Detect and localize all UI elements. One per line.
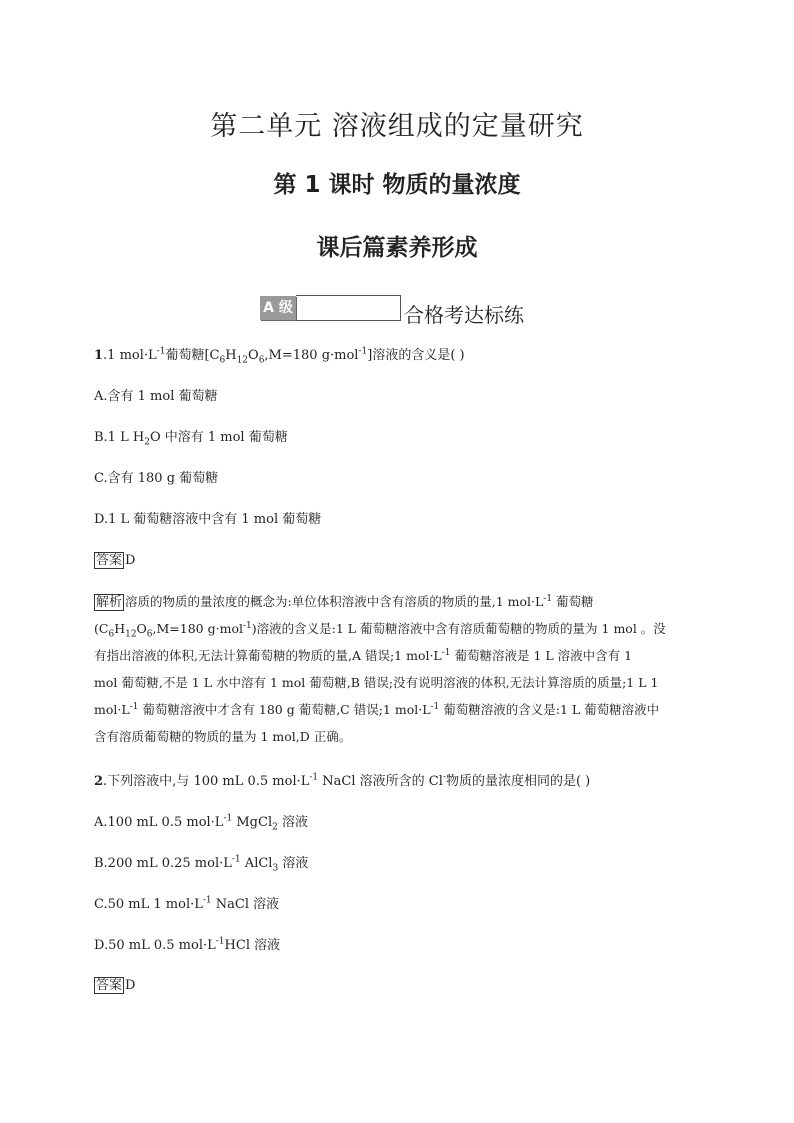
stem-text: H	[225, 348, 237, 363]
q2-option-b	[94, 856, 308, 872]
analysis-sup: -1	[441, 647, 451, 658]
section-title: 课后篇素养形成	[316, 235, 478, 261]
option-text: 溶液	[277, 815, 308, 830]
analysis-text: 溶质的物质的量浓度的概念为:单位体积溶液中含有溶质的物质的量,1 mol·L	[125, 594, 544, 609]
stem-sup: -1	[309, 772, 319, 783]
analysis-text: mol·L	[94, 702, 130, 717]
stem-sup: -1	[358, 346, 368, 357]
analysis-text: 有指出溶液的体积,无法计算葡萄糖的物质的量,A 错误;1 mol·L	[94, 648, 442, 663]
analysis-line: 含有溶质葡萄糖的物质的量为 1 mol,D 正确。	[94, 729, 352, 744]
q2-option-d	[94, 938, 280, 954]
stem-text: NaCl 溶液所含的 Cl	[318, 774, 443, 789]
stem-sup: -	[442, 772, 446, 783]
option-text: 溶液	[278, 856, 309, 871]
q1-option-a: A.含有 1 mol 葡萄糖	[94, 389, 218, 404]
q2-option-c	[94, 897, 279, 913]
analysis-sub: 6	[108, 629, 115, 640]
stem-text: .1 mol·L	[103, 348, 157, 363]
question-number: 2	[94, 774, 104, 789]
analysis-sup: -1	[543, 593, 553, 604]
analysis-tag: 解析	[96, 595, 123, 610]
answer-tag: 答案	[96, 553, 123, 568]
analysis-text: O	[136, 621, 147, 636]
option-text: O 中溶有 1 mol 葡萄糖	[149, 430, 288, 445]
answer-value: D	[125, 553, 136, 568]
stem-text: 葡萄糖[C	[165, 348, 220, 363]
option-sub: 2	[272, 822, 278, 833]
stem-sub: 6	[219, 355, 226, 366]
analysis-text: 葡萄糖	[552, 594, 594, 609]
q1-option-d: D.1 L 葡萄糖溶液中含有 1 mol 葡萄糖	[94, 512, 322, 527]
analysis-line	[94, 642, 704, 669]
analysis-text: ,M=180 g·mol	[152, 621, 243, 636]
answer-value: D	[125, 978, 136, 993]
stem-sup: -1	[156, 346, 166, 357]
option-sub: 3	[272, 863, 279, 874]
stem-text: O	[248, 348, 259, 363]
analysis-line	[94, 588, 704, 615]
answer-tag: 答案	[96, 978, 123, 993]
analysis-text: )溶液的含义是:1 L 葡萄糖溶液中含有溶质葡萄糖的物质的量为 1 mol 。没	[251, 621, 666, 636]
analysis-sup: -1	[430, 701, 440, 712]
option-text: A.100 mL 0.5 mol·L	[94, 815, 224, 830]
level-header	[260, 287, 524, 328]
option-sup: -1	[202, 895, 212, 906]
option-sub: 2	[144, 437, 150, 448]
q2-option-a	[94, 815, 308, 831]
level-badge: A 级	[260, 296, 296, 320]
option-sup: -1	[231, 854, 241, 865]
analysis-line: mol 葡萄糖,不是 1 L 水中溶有 1 mol 葡萄糖,B 错误;没有说明溶液的体积,无法计算溶质的质量;1 L 1	[94, 675, 659, 690]
stem-text: 物质的量浓度相同的是( )	[445, 774, 591, 789]
q2-answer	[94, 977, 135, 994]
unit-title: 第二单元 溶液组成的定量研究	[210, 111, 584, 142]
analysis-sup: -1	[129, 701, 139, 712]
option-text: NaCl 溶液	[211, 897, 280, 912]
stem-text: ,M=180 g·mol	[264, 348, 359, 363]
stem-text: ]溶液的含义是( )	[367, 348, 465, 363]
q1-analysis	[94, 588, 704, 750]
question-2-stem	[94, 774, 590, 790]
option-text: C.50 mL 1 mol·L	[94, 897, 203, 912]
question-number: 1	[94, 348, 104, 363]
analysis-line	[94, 615, 704, 642]
analysis-sup: -1	[242, 620, 252, 631]
q1-answer	[94, 552, 135, 569]
analysis-text: 葡萄糖溶液的含义是:1 L 葡萄糖溶液中	[439, 702, 660, 717]
analysis-text: 葡萄糖溶液中才含有 180 g 葡萄糖,C 错误;1 mol·L	[138, 702, 431, 717]
option-text: B.1 L H	[94, 430, 145, 445]
option-text: AlCl	[240, 856, 273, 871]
lesson-title: 第 1 课时 物质的量浓度	[273, 172, 521, 198]
analysis-line	[94, 696, 704, 723]
stem-sub: 12	[236, 355, 249, 366]
level-label: 合格考达标练	[404, 303, 524, 327]
analysis-text: 葡萄糖溶液是 1 L 溶液中含有 1	[450, 648, 633, 663]
stem-text: .下列溶液中,与 100 mL 0.5 mol·L	[103, 774, 310, 789]
analysis-text: (C	[94, 621, 109, 636]
option-text: MgCl	[232, 815, 273, 830]
analysis-sub: 6	[146, 629, 153, 640]
question-1-stem	[94, 348, 465, 364]
analysis-text: H	[114, 621, 126, 636]
level-badge-box	[296, 295, 401, 321]
q1-option-c: C.含有 180 g 葡萄糖	[94, 471, 219, 486]
stem-sub: 6	[258, 355, 265, 366]
q1-option-b	[94, 430, 288, 446]
option-text: B.200 mL 0.25 mol·L	[94, 856, 232, 871]
option-text: HCl 溶液	[224, 938, 281, 953]
option-text: D.50 mL 0.5 mol·L	[94, 938, 216, 953]
option-sup: -1	[223, 813, 233, 824]
option-sup: -1	[215, 936, 225, 947]
analysis-sub: 12	[125, 629, 137, 640]
